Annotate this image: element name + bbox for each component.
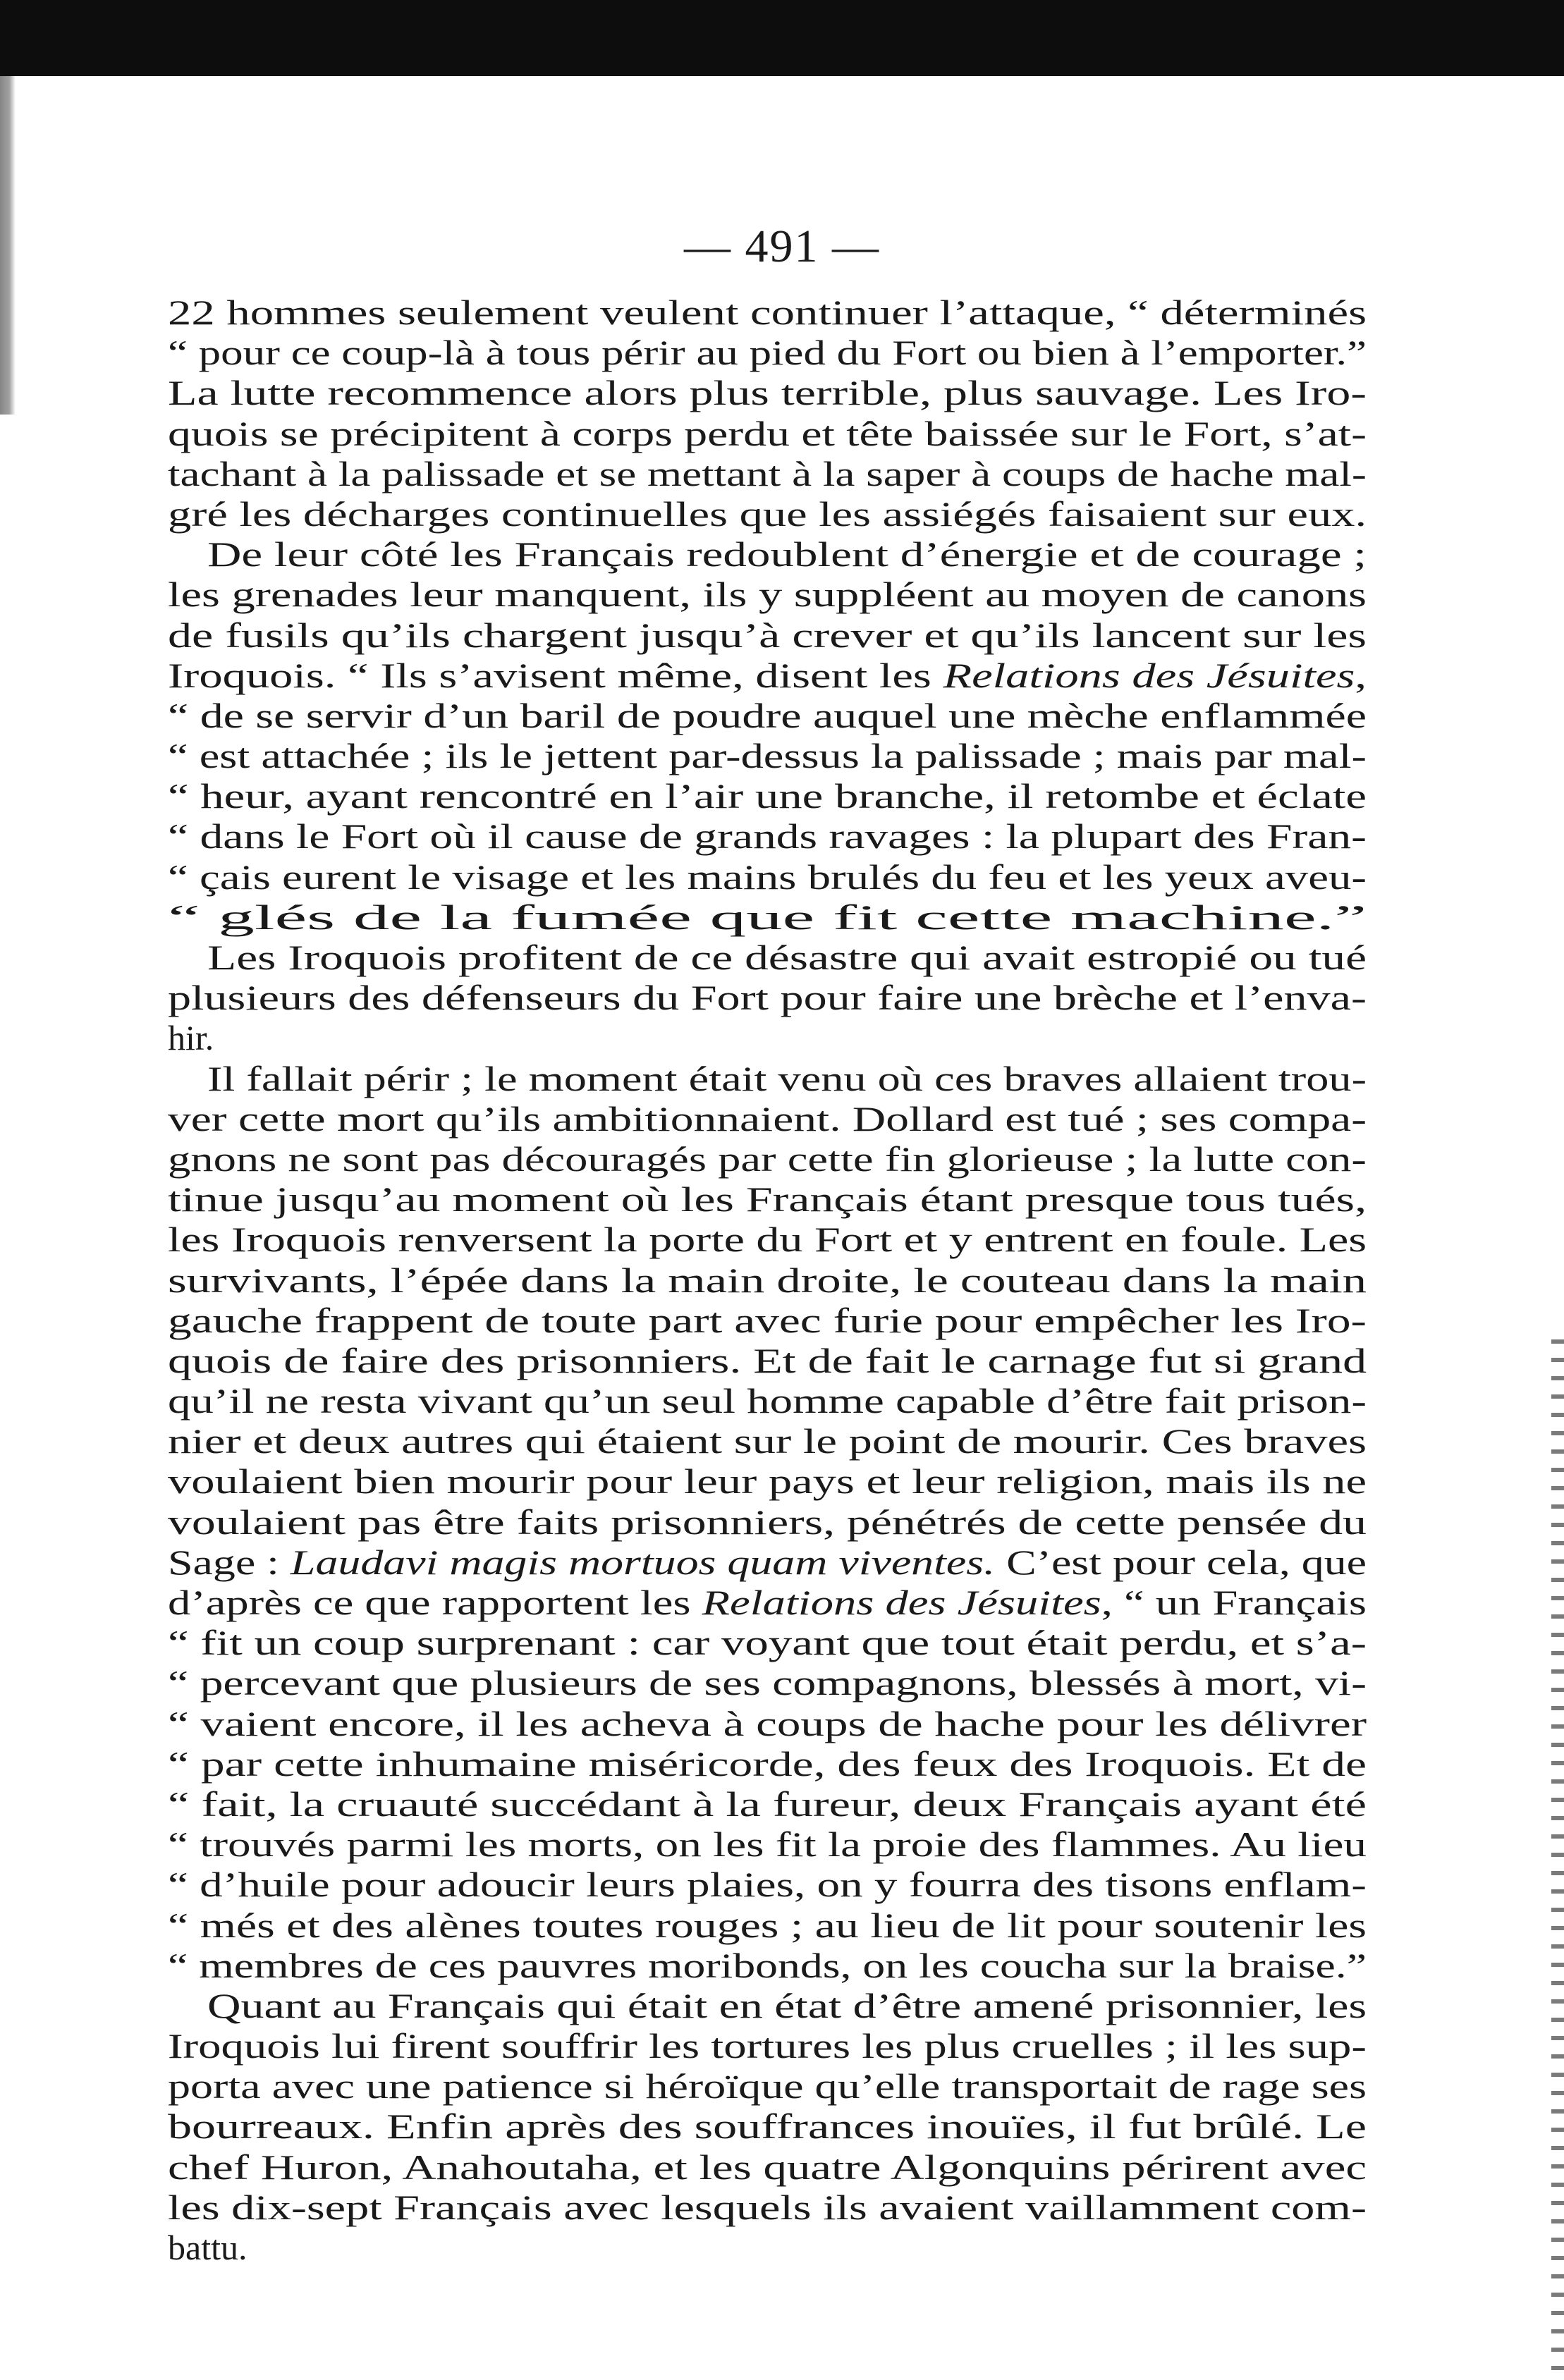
text-line <box>168 414 1367 454</box>
text-line <box>168 454 1367 494</box>
text-run: C’est pour cela, que <box>995 1542 1367 1582</box>
text-line <box>168 938 1367 978</box>
text-line <box>168 1623 1367 1663</box>
text-run: les dix-sept Français avec lesquels ils avaient vaillamment com- <box>168 2187 1367 2227</box>
text-line <box>168 373 1367 413</box>
text-run: tinue jusqu’au moment où les Français étant presque tous tués, <box>168 1179 1367 1220</box>
text-line <box>168 1946 1367 1986</box>
italic-phrase: Relations des Jésuites <box>943 655 1355 695</box>
text-run: 22 hommes seulement veulent continuer l’attaque, “ déterminés <box>168 293 1367 332</box>
body-text <box>168 293 1367 2268</box>
text-run: Les Iroquois profitent de ce désastre qui avait estropié ou tué <box>207 938 1367 977</box>
text-run: qu’il ne resta vivant qu’un seul homme capable d’être fait prison- <box>168 1381 1367 1421</box>
text-line <box>168 1986 1367 2026</box>
text-run: “ trouvés parmi les morts, on les fit la proie des flammes. Au lieu <box>168 1824 1367 1865</box>
page-number: — 491 — <box>684 221 880 272</box>
text-run: , “ un Français <box>1101 1583 1367 1622</box>
text-run: “ est attachée ; ils le jettent par-dessus la palissade ; mais par mal- <box>168 736 1367 776</box>
text-run: nier et deux autres qui étaient sur le point de mourir. Ces braves <box>168 1421 1367 1461</box>
text-run: de fusils qu’ils chargent jusqu’à crever et qu’ils lancent sur les <box>168 615 1367 655</box>
text-run: ver cette mort qu’ils ambitionnaient. Dollard est tué ; ses compa- <box>168 1098 1367 1139</box>
text-line <box>168 1784 1367 1824</box>
text-run: “ percevant que plusieurs de ses compagnons, blessés à mort, vi- <box>168 1663 1367 1703</box>
text-line <box>168 1139 1367 1179</box>
text-line <box>168 2188 1367 2228</box>
text-line <box>168 293 1367 333</box>
text-run: “ heur, ayant rencontré en l’air une branche, il retombe et éclate <box>168 776 1367 816</box>
text-run: voulaient pas être faits prisonniers, pénétrés de cette pensée du <box>168 1502 1367 1542</box>
text-run: Quant au Français qui était en état d’être amené prisonnier, les <box>207 1985 1367 2025</box>
text-run: quois se précipitent à corps perdu et tête baissée sur le Fort, s’at- <box>168 413 1367 453</box>
text-run: d’après ce que rapportent les <box>168 1583 702 1622</box>
text-line <box>168 1220 1367 1260</box>
text-line <box>168 656 1367 696</box>
text-line <box>168 2106 1367 2147</box>
text-run: les Iroquois renversent la porte du Fort et y entrent en foule. Les <box>168 1220 1367 1260</box>
text-run: De leur côté les Français redoublent d’énergie et de courage ; <box>207 534 1367 575</box>
text-line <box>168 816 1367 857</box>
text-line <box>168 1542 1367 1583</box>
text-run: les grenades leur manquent, ils y suppléent au moyen de canons <box>168 575 1367 615</box>
text-run: tachant à la palissade et se mettant à la saper à coups de hache mal- <box>168 453 1367 493</box>
text-line <box>168 1301 1367 1341</box>
text-run: quois de faire des prisonniers. Et de fait le carnage fut si grand <box>168 1340 1367 1380</box>
text-line <box>168 736 1367 776</box>
text-run: Iroquois lui firent souffrir les tortures les plus cruelles ; il les sup- <box>168 2026 1367 2066</box>
text-run: “ més et des alènes toutes rouges ; au lieu de lit pour soutenir les <box>168 1905 1367 1945</box>
text-run: “ membres de ces pauvres moribonds, on les coucha sur la braise.” <box>168 1945 1367 1985</box>
text-line <box>168 2066 1367 2106</box>
text-run: Sage : <box>168 1542 291 1582</box>
text-line <box>168 2026 1367 2066</box>
text-line <box>168 1381 1367 1421</box>
text-line <box>168 494 1367 534</box>
italic-phrase: Laudavi magis mortuos quam viventes. <box>290 1542 996 1582</box>
text-run: “ d’huile pour adoucir leurs plaies, on y fourra des tisons enflam- <box>168 1865 1367 1905</box>
text-line <box>168 696 1367 736</box>
text-run: “ de se servir d’un baril de poudre auquel une mèche enflammée <box>168 695 1367 735</box>
text-line <box>168 1461 1367 1502</box>
text-run: “ par cette inhumaine miséricorde, des feux des Iroquois. Et de <box>168 1743 1367 1784</box>
text-run: battu. <box>168 2228 248 2267</box>
text-run: “ vaient encore, il les acheva à coups de hache pour les délivrer <box>168 1703 1367 1743</box>
text-line <box>168 1421 1367 1461</box>
text-line <box>168 1663 1367 1703</box>
text-line <box>168 1059 1367 1099</box>
text-line <box>168 1179 1367 1220</box>
text-run: survivants, l’épée dans la main droite, le couteau dans la main <box>168 1260 1367 1300</box>
text-line <box>168 897 1367 938</box>
text-run: chef Huron, Anahoutaha, et les quatre Algonquins périrent avec <box>168 2147 1367 2187</box>
text-run: , <box>1355 655 1367 695</box>
text-line <box>168 978 1367 1018</box>
text-line <box>168 333 1367 373</box>
italic-phrase: Relations des Jésuites <box>702 1583 1101 1622</box>
text-line <box>168 1099 1367 1139</box>
text-line <box>168 1824 1367 1865</box>
text-run: gnons ne sont pas découragés par cette fin glorieuse ; la lutte con- <box>168 1139 1367 1179</box>
text-run: voulaient bien mourir pour leur pays et leur religion, mais ils ne <box>168 1461 1367 1502</box>
text-line <box>168 2147 1367 2188</box>
text-run: “ fit un coup surprenant : car voyant que tout était perdu, et s’a- <box>168 1623 1367 1663</box>
text-run: porta avec une patience si héroïque qu’elle transportait de rage ses <box>168 2066 1367 2106</box>
text-run: “ fait, la cruauté succédant à la fureur, deux Français ayant été <box>168 1784 1367 1824</box>
text-run: La lutte recommence alors plus terrible, plus sauvage. Les Iro- <box>168 373 1367 413</box>
scan-border-top <box>0 0 1564 76</box>
text-run: “ glés de la fumée que fit cette machine.” <box>168 897 1367 937</box>
text-run: “ çais eurent le visage et les mains brulés du feu et les yeux aveu- <box>168 857 1367 897</box>
text-line <box>168 1744 1367 1784</box>
text-run: hir. <box>168 1018 214 1058</box>
text-line <box>168 776 1367 816</box>
text-run: gré les décharges continuelles que les assiégés faisaient sur eux. <box>168 493 1367 534</box>
scan-border-right <box>1551 1339 1564 2380</box>
text-run: gauche frappent de toute part avec furie pour empêcher les Iro- <box>168 1300 1367 1340</box>
text-line <box>168 1341 1367 1381</box>
text-line <box>168 1865 1367 1905</box>
text-line <box>168 615 1367 656</box>
text-run: “ dans le Fort où il cause de grands ravages : la plupart des Fran- <box>168 816 1367 857</box>
text-line <box>168 534 1367 575</box>
text-line <box>168 575 1367 615</box>
text-run: Iroquois. “ Ils s’avisent même, disent les <box>168 655 943 695</box>
text-run: Il fallait périr ; le moment était venu où ces braves allaient trou- <box>207 1058 1367 1098</box>
text-line <box>168 1018 1367 1058</box>
text-run: bourreaux. Enfin après des souffrances inouïes, il fut brûlé. Le <box>168 2106 1367 2147</box>
text-line <box>168 1704 1367 1744</box>
text-run: “ pour ce coup-là à tous périr au pied du Fort ou bien à l’emporter.” <box>168 333 1367 373</box>
text-line <box>168 2228 1367 2268</box>
text-line <box>168 1502 1367 1542</box>
text-line <box>168 1260 1367 1301</box>
text-line <box>168 857 1367 897</box>
text-line <box>168 1906 1367 1946</box>
text-run: plusieurs des défenseurs du Fort pour faire une brèche et l’enva- <box>168 978 1367 1018</box>
text-line <box>168 1583 1367 1623</box>
